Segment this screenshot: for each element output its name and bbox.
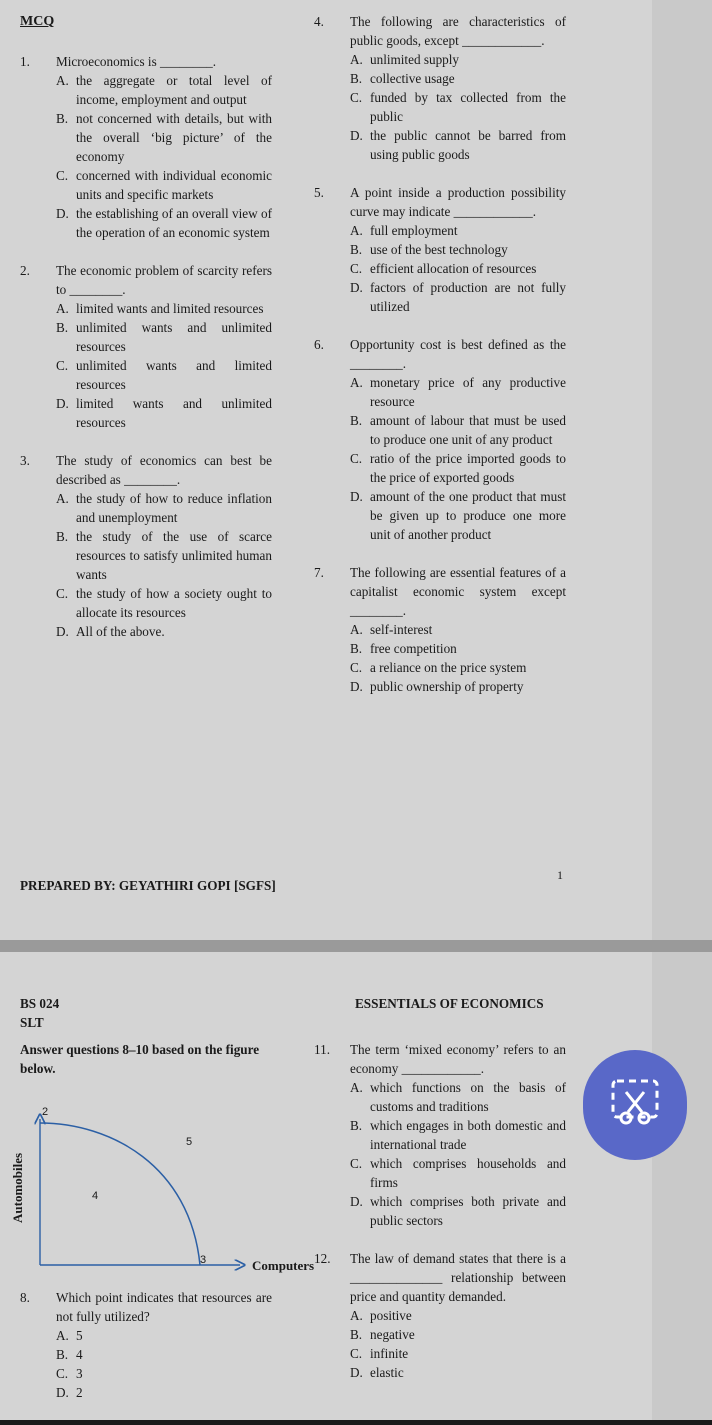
option-letter: C. (56, 586, 69, 601)
answer-option (314, 658, 566, 677)
answer-option (314, 1078, 566, 1116)
option-text: 3 (76, 1366, 83, 1381)
option-letter: B. (350, 71, 363, 86)
question-8 (20, 1288, 272, 1402)
question-number: 5. (314, 185, 324, 200)
option-letter: D. (350, 128, 363, 143)
question-text: The following are essential features of a capitalist economic system except ________. (350, 565, 566, 618)
answer-option (314, 373, 566, 411)
question-text: Opportunity cost is best defined as the ________. (350, 337, 566, 371)
option-text: limited wants and unlimited resources (76, 396, 272, 430)
question-text: The economic problem of scarcity refers to ________. (56, 263, 272, 297)
question-1 (20, 52, 272, 242)
option-letter: B. (350, 1118, 363, 1133)
answer-option (20, 1383, 272, 1402)
question-number: 1. (20, 54, 30, 69)
answer-option (314, 126, 566, 164)
answer-option (314, 50, 566, 69)
option-text: not concerned with details, but with the overall ‘big picture’ of the economy (76, 111, 272, 164)
question-number: 6. (314, 337, 324, 352)
right-column (314, 12, 566, 696)
option-text: elastic (370, 1365, 404, 1380)
option-text: the establishing of an overall view of the operation of an economic system (76, 206, 272, 240)
option-text: the aggregate or total level of income, employment and output (76, 73, 272, 107)
option-text: the study of how to reduce inflation and unemployment (76, 491, 272, 525)
answer-option (20, 204, 272, 242)
option-text: funded by tax collected from the public (370, 90, 566, 124)
option-text: efficient allocation of resources (370, 261, 537, 276)
answer-option (314, 449, 566, 487)
option-letter: A. (350, 223, 363, 238)
option-letter: C. (350, 1346, 363, 1361)
answer-option (20, 1345, 272, 1364)
answer-option (314, 639, 566, 658)
p2-right-column (314, 1040, 566, 1382)
option-text: negative (370, 1327, 415, 1342)
option-letter: A. (56, 491, 69, 506)
option-text: 2 (76, 1385, 83, 1400)
option-text: All of the above. (76, 624, 165, 639)
option-text: which functions on the basis of customs and traditions (370, 1080, 566, 1114)
point-3-label: 3 (200, 1254, 207, 1266)
option-letter: A. (56, 301, 69, 316)
answer-option (20, 394, 272, 432)
option-text: the study of the use of scarce resources to satisfy unlimited human wants (76, 529, 272, 582)
option-text: monetary price of any productive resource (370, 375, 566, 409)
x-axis-label: Computers (252, 1258, 315, 1273)
question-stem (20, 1288, 272, 1326)
option-text: concerned with individual economic units and specific markets (76, 168, 272, 202)
question-text: Microeconomics is ________. (56, 54, 217, 69)
answer-option (20, 318, 272, 356)
footer-prepared-by: PREPARED BY: GEYATHIRI GOPI [SGFS] (20, 878, 276, 893)
option-letter: D. (350, 1365, 363, 1380)
option-letter: C. (350, 1156, 363, 1171)
option-letter: B. (350, 1327, 363, 1342)
option-letter: A. (56, 1328, 69, 1343)
answer-option (20, 166, 272, 204)
answer-option (314, 1306, 566, 1325)
option-text: free competition (370, 641, 457, 656)
answer-option (314, 69, 566, 88)
option-letter: A. (350, 375, 363, 390)
viewer-background (652, 0, 712, 1420)
question-number: 4. (314, 14, 324, 29)
question-text: The study of economics can best be described as ________. (56, 453, 272, 487)
answer-option (20, 584, 272, 622)
option-letter: B. (56, 529, 69, 544)
answer-option (314, 1325, 566, 1344)
answer-option (314, 1192, 566, 1230)
option-letter: D. (56, 624, 69, 639)
question-4 (314, 12, 566, 164)
option-text: 5 (76, 1328, 83, 1343)
question-7 (314, 563, 566, 696)
question-stem (314, 1040, 566, 1078)
option-letter: B. (350, 413, 363, 428)
option-text: positive (370, 1308, 412, 1323)
question-number: 3. (20, 453, 30, 468)
question-stem (314, 12, 566, 50)
option-text: unlimited wants and unlimited resources (76, 320, 272, 354)
figure-intro: Answer questions 8–10 based on the figure below. (20, 1042, 260, 1076)
option-text: unlimited supply (370, 52, 460, 67)
option-text: which comprises both private and public sectors (370, 1194, 566, 1228)
option-text: which engages in both domestic and international trade (370, 1118, 566, 1152)
question-5 (314, 183, 566, 316)
option-letter: A. (56, 73, 69, 88)
option-letter: D. (56, 1385, 69, 1400)
answer-option (314, 1116, 566, 1154)
answer-option (20, 71, 272, 109)
option-text: amount of the one product that must be given up to produce one more unit of another product (370, 489, 566, 542)
answer-option (314, 259, 566, 278)
question-number: 11. (314, 1042, 330, 1057)
point-5-label: 5 (186, 1136, 193, 1148)
question-text: The following are characteristics of public goods, except ____________. (350, 14, 566, 48)
option-text: self-interest (370, 622, 433, 637)
option-letter: C. (56, 358, 69, 373)
answer-option (20, 356, 272, 394)
answer-option (20, 622, 272, 641)
section-title: MCQ (20, 14, 55, 29)
option-letter: A. (350, 1308, 363, 1323)
question-11 (314, 1040, 566, 1230)
question-text: The law of demand states that there is a ______________ relationship between price and quantity demanded. (350, 1251, 566, 1304)
option-text: full employment (370, 223, 458, 238)
question-2 (20, 261, 272, 432)
option-letter: C. (350, 90, 363, 105)
answer-option (314, 620, 566, 639)
option-text: public ownership of property (370, 679, 524, 694)
p2-left-column (20, 1288, 272, 1402)
question-text: Which point indicates that resources are not fully utilized? (56, 1290, 272, 1324)
option-text: amount of labour that must be used to produce one unit of any product (370, 413, 566, 447)
question-number: 7. (314, 565, 324, 580)
option-letter: B. (56, 1347, 69, 1362)
question-number: 12. (314, 1251, 331, 1266)
answer-option (314, 487, 566, 544)
option-letter: A. (350, 52, 363, 67)
answer-option (314, 1344, 566, 1363)
answer-option (314, 278, 566, 316)
question-stem (314, 335, 566, 373)
option-text: unlimited wants and limited resources (76, 358, 272, 392)
option-letter: C. (350, 261, 363, 276)
option-letter: C. (350, 660, 363, 675)
answer-option (20, 1326, 272, 1345)
option-text: factors of production are not fully utilized (370, 280, 566, 314)
option-letter: C. (56, 1366, 69, 1381)
option-letter: D. (350, 280, 363, 295)
left-column (20, 52, 272, 641)
answer-option (20, 1364, 272, 1383)
answer-option (20, 109, 272, 166)
answer-option (20, 299, 272, 318)
answer-option (314, 1363, 566, 1382)
option-letter: B. (350, 641, 363, 656)
option-letter: B. (350, 242, 363, 257)
ppc-curve (40, 1123, 200, 1265)
answer-option (314, 240, 566, 259)
question-12 (314, 1249, 566, 1382)
option-text: a reliance on the price system (370, 660, 527, 675)
option-letter: D. (350, 679, 363, 694)
question-3 (20, 451, 272, 641)
answer-option (314, 677, 566, 696)
option-text: 4 (76, 1347, 83, 1362)
ppc-figure (10, 1106, 315, 1285)
question-number: 8. (20, 1290, 30, 1305)
option-text: which comprises households and firms (370, 1156, 566, 1190)
answer-option (314, 88, 566, 126)
y-axis-label: Automobiles (10, 1152, 25, 1223)
page-number: 1 (557, 868, 563, 882)
option-letter: B. (56, 111, 69, 126)
option-letter: D. (56, 206, 69, 221)
option-text: limited wants and limited resources (76, 301, 264, 316)
answer-option (314, 221, 566, 240)
point-4-label: 4 (92, 1190, 99, 1202)
answer-option (314, 1154, 566, 1192)
option-letter: A. (350, 1080, 363, 1095)
option-letter: D. (350, 489, 363, 504)
question-text: A point inside a production possibility curve may indicate ____________. (350, 185, 566, 219)
question-6 (314, 335, 566, 544)
page-gap (0, 940, 712, 952)
option-text: collective usage (370, 71, 455, 86)
question-text: The term ‘mixed economy’ refers to an economy ____________. (350, 1042, 566, 1076)
option-letter: D. (56, 396, 69, 411)
question-stem (314, 563, 566, 620)
question-stem (20, 451, 272, 489)
course-title: ESSENTIALS OF ECONOMICS (355, 996, 544, 1011)
option-letter: C. (56, 168, 69, 183)
answer-option (314, 411, 566, 449)
option-letter: A. (350, 622, 363, 637)
answer-option (20, 489, 272, 527)
scissors-screenshot-icon (610, 1078, 660, 1132)
question-stem (20, 52, 272, 71)
question-stem (20, 261, 272, 299)
option-text: the public cannot be barred from using public goods (370, 128, 566, 162)
option-letter: D. (350, 1194, 363, 1209)
option-text: infinite (370, 1346, 409, 1361)
option-text: the study of how a society ought to allocate its resources (76, 586, 272, 620)
option-letter: C. (350, 451, 363, 466)
option-letter: B. (56, 320, 69, 335)
screenshot-tool-button[interactable] (583, 1050, 687, 1160)
question-number: 2. (20, 263, 30, 278)
point-2-label: 2 (42, 1106, 49, 1118)
bottom-edge (0, 1420, 712, 1425)
question-stem (314, 1249, 566, 1306)
answer-option (20, 527, 272, 584)
question-stem (314, 183, 566, 221)
option-text: use of the best technology (370, 242, 508, 257)
course-code: BS 024 SLT (20, 996, 60, 1030)
option-text: ratio of the price imported goods to the price of exported goods (370, 451, 566, 485)
